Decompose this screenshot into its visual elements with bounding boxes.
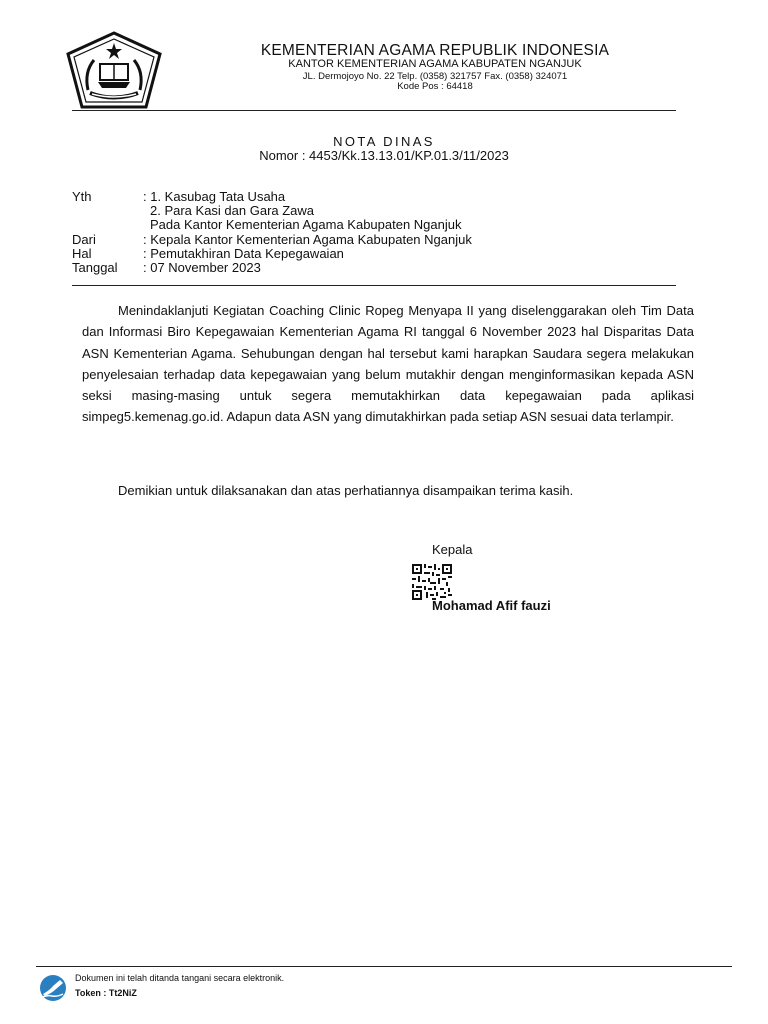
body-paragraph: Menindaklanjuti Kegiatan Coaching Clinic Ropeg Menyapa II yang diselenggarakan oleh Tim Data dan Informasi Biro Kepegawaian Kementerian Agama RI tanggal 6 November 2023 hal Disparitas Data ASN Kementerian Agama. Sehubungan dengan hal tersebut kami harapkan Saudara segera melakukan penyelesaian terhadap data kepegawaian yang belum mutakhir dengan menginformasikan kepada ASN seksi masing-masing untuk segera memutakhirkan data kepegawaian pada aplikasi simpeg5.kemenag.go.id. Adapun data ASN yang dimutakhirkan pada setiap ASN sesuai data terlampir. xyxy=(82,303,694,425)
field-yth-line2: 2. Para Kasi dan Gara Zawa xyxy=(150,203,315,219)
ministry-title: KEMENTERIAN AGAMA REPUBLIK INDONESIA xyxy=(260,42,610,59)
postal-code: Kode Pos : 64418 xyxy=(397,81,473,92)
field-hal-value: : Pemutakhiran Data Kepegawaian xyxy=(143,245,344,261)
field-tanggal xyxy=(72,261,472,275)
field-hal xyxy=(72,247,472,261)
e-signature-pen-icon xyxy=(38,974,68,1002)
memo-heading: NOTA DINAS xyxy=(333,134,435,149)
field-tanggal-label: Tanggal xyxy=(72,260,118,276)
fields-divider xyxy=(72,285,676,286)
field-yth-label: Yth xyxy=(72,189,92,204)
signer-name: Mohamad Afif fauzi xyxy=(432,598,551,613)
field-spacer xyxy=(72,218,143,232)
office-address: JL. Dermojoyo No. 22 Telp. (0358) 321757 Fax. (0358) 324071 xyxy=(302,71,568,82)
field-yth xyxy=(72,190,472,204)
memo-number: Nomor : 4453/Kk.13.13.01/KP.01.3/11/2023 xyxy=(259,148,509,163)
field-yth-line1: : 1. Kasubag Tata Usaha xyxy=(143,189,286,204)
footer-divider xyxy=(36,966,732,967)
field-hal-label: Hal xyxy=(72,245,92,261)
closing-sentence: Demikian untuk dilaksanakan dan atas perhatiannya disampaikan terima kasih. xyxy=(118,483,574,498)
field-yth-line3: Pada Kantor Kementerian Agama Kabupaten Nganjuk xyxy=(150,217,462,233)
office-subtitle: KANTOR KEMENTERIAN AGAMA KABUPATEN NGANJUK xyxy=(288,58,582,70)
field-yth-row3 xyxy=(72,218,472,232)
header-divider xyxy=(72,110,676,111)
field-dari-value: : Kepala Kantor Kementerian Agama Kabupaten Nganjuk xyxy=(143,231,472,247)
ministry-emblem-logo xyxy=(64,30,164,110)
footer-token: Token : Tt2NiZ xyxy=(75,988,137,998)
memo-fields xyxy=(72,190,472,275)
field-dari xyxy=(72,233,472,247)
footer-e-sign-note: Dokumen ini telah ditanda tangani secara elektronik. xyxy=(75,973,285,983)
field-spacer xyxy=(72,204,143,218)
field-dari-label: Dari xyxy=(72,231,96,247)
field-yth-row2 xyxy=(72,204,472,218)
field-tanggal-value: : 07 November 2023 xyxy=(143,260,261,276)
signer-position: Kepala xyxy=(432,542,473,557)
signature-qr-code xyxy=(412,564,452,600)
